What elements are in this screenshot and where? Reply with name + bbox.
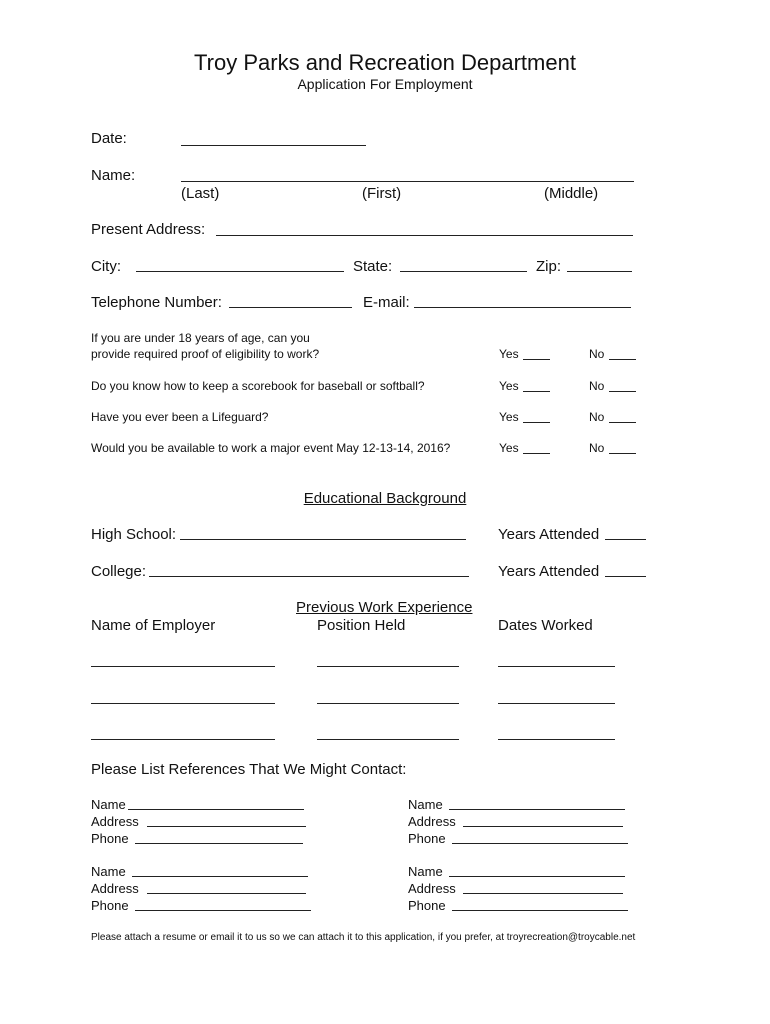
first-name-caption: (First) xyxy=(362,185,402,202)
dates-column-header: Dates Worked xyxy=(498,617,593,634)
reference-address-label: Address xyxy=(408,814,456,829)
page-subtitle: Application For Employment xyxy=(297,76,473,92)
reference-phone-label: Phone xyxy=(91,831,129,846)
question-text: Have you ever been a Lifeguard? xyxy=(91,410,269,424)
name-label: Name: xyxy=(91,167,136,184)
reference-phone-field[interactable] xyxy=(135,843,303,844)
high-school-label: High School: xyxy=(91,526,177,543)
years-attended-label: Years Attended xyxy=(498,563,600,580)
yes-label: Yes xyxy=(499,410,519,424)
telephone-label: Telephone Number: xyxy=(91,294,222,311)
no-answer-field[interactable] xyxy=(609,453,636,454)
middle-name-caption: (Middle) xyxy=(544,185,599,202)
employer-field[interactable] xyxy=(91,739,275,740)
reference-address-label: Address xyxy=(91,881,139,896)
date-field[interactable] xyxy=(181,145,366,146)
college-years-field[interactable] xyxy=(605,576,646,577)
reference-name-label: Name xyxy=(408,797,443,812)
high-school-field[interactable] xyxy=(180,539,466,540)
dates-field[interactable] xyxy=(498,739,615,740)
reference-name-label: Name xyxy=(91,797,126,812)
reference-name-label: Name xyxy=(91,864,126,879)
reference-address-label: Address xyxy=(408,881,456,896)
page-title: Troy Parks and Recreation Department xyxy=(194,50,576,75)
position-field[interactable] xyxy=(317,739,459,740)
no-label: No xyxy=(589,410,605,424)
reference-phone-field[interactable] xyxy=(452,910,628,911)
high-school-years-field[interactable] xyxy=(605,539,646,540)
reference-phone-field[interactable] xyxy=(452,843,628,844)
employer-column-header: Name of Employer xyxy=(91,617,216,634)
city-label: City: xyxy=(91,258,121,275)
references-heading: Please List References That We Might Contact: xyxy=(91,761,407,778)
dates-field[interactable] xyxy=(498,666,615,667)
state-label: State: xyxy=(353,258,393,275)
reference-phone-label: Phone xyxy=(408,831,446,846)
dates-field[interactable] xyxy=(498,703,615,704)
years-attended-label: Years Attended xyxy=(498,526,600,543)
no-answer-field[interactable] xyxy=(609,391,636,392)
education-heading: Educational Background xyxy=(303,490,467,507)
yes-answer-field[interactable] xyxy=(523,453,550,454)
no-answer-field[interactable] xyxy=(609,422,636,423)
reference-name-field[interactable] xyxy=(132,876,308,877)
address-field[interactable] xyxy=(216,235,633,236)
reference-phone-field[interactable] xyxy=(135,910,311,911)
reference-name-label: Name xyxy=(408,864,443,879)
date-label: Date: xyxy=(91,130,127,147)
email-label: E-mail: xyxy=(363,294,410,311)
reference-address-field[interactable] xyxy=(147,893,306,894)
reference-phone-label: Phone xyxy=(408,898,446,913)
telephone-field[interactable] xyxy=(229,307,352,308)
no-label: No xyxy=(589,347,605,361)
work-heading: Previous Work Experience xyxy=(296,599,473,616)
reference-name-field[interactable] xyxy=(128,809,304,810)
yes-answer-field[interactable] xyxy=(523,359,550,360)
no-label: No xyxy=(589,441,605,455)
position-field[interactable] xyxy=(317,703,459,704)
name-field[interactable] xyxy=(181,181,634,182)
reference-address-field[interactable] xyxy=(463,893,623,894)
position-field[interactable] xyxy=(317,666,459,667)
yes-answer-field[interactable] xyxy=(523,391,550,392)
yes-label: Yes xyxy=(499,379,519,393)
reference-name-field[interactable] xyxy=(449,809,625,810)
reference-name-field[interactable] xyxy=(449,876,625,877)
college-label: College: xyxy=(91,563,147,580)
last-name-caption: (Last) xyxy=(181,185,220,202)
question-text: provide required proof of eligibility to work? xyxy=(91,347,320,361)
zip-field[interactable] xyxy=(567,271,632,272)
footer-note: Please attach a resume or email it to us so we can attach it to this application, if you prefer, at troyrecreation@troycable.net xyxy=(91,932,636,943)
email-field[interactable] xyxy=(414,307,631,308)
employer-field[interactable] xyxy=(91,666,275,667)
question-text: Would you be available to work a major event May 12-13-14, 2016? xyxy=(91,441,451,455)
question-text: Do you know how to keep a scorebook for baseball or softball? xyxy=(91,379,425,393)
employer-field[interactable] xyxy=(91,703,275,704)
reference-address-field[interactable] xyxy=(147,826,306,827)
zip-label: Zip: xyxy=(536,258,562,275)
no-label: No xyxy=(589,379,605,393)
address-label: Present Address: xyxy=(91,221,206,238)
college-field[interactable] xyxy=(149,576,469,577)
reference-phone-label: Phone xyxy=(91,898,129,913)
yes-answer-field[interactable] xyxy=(523,422,550,423)
no-answer-field[interactable] xyxy=(609,359,636,360)
yes-label: Yes xyxy=(499,441,519,455)
reference-address-label: Address xyxy=(91,814,139,829)
reference-address-field[interactable] xyxy=(463,826,623,827)
position-column-header: Position Held xyxy=(317,617,406,634)
state-field[interactable] xyxy=(400,271,527,272)
question-text: If you are under 18 years of age, can you xyxy=(91,331,310,345)
yes-label: Yes xyxy=(499,347,519,361)
city-field[interactable] xyxy=(136,271,344,272)
